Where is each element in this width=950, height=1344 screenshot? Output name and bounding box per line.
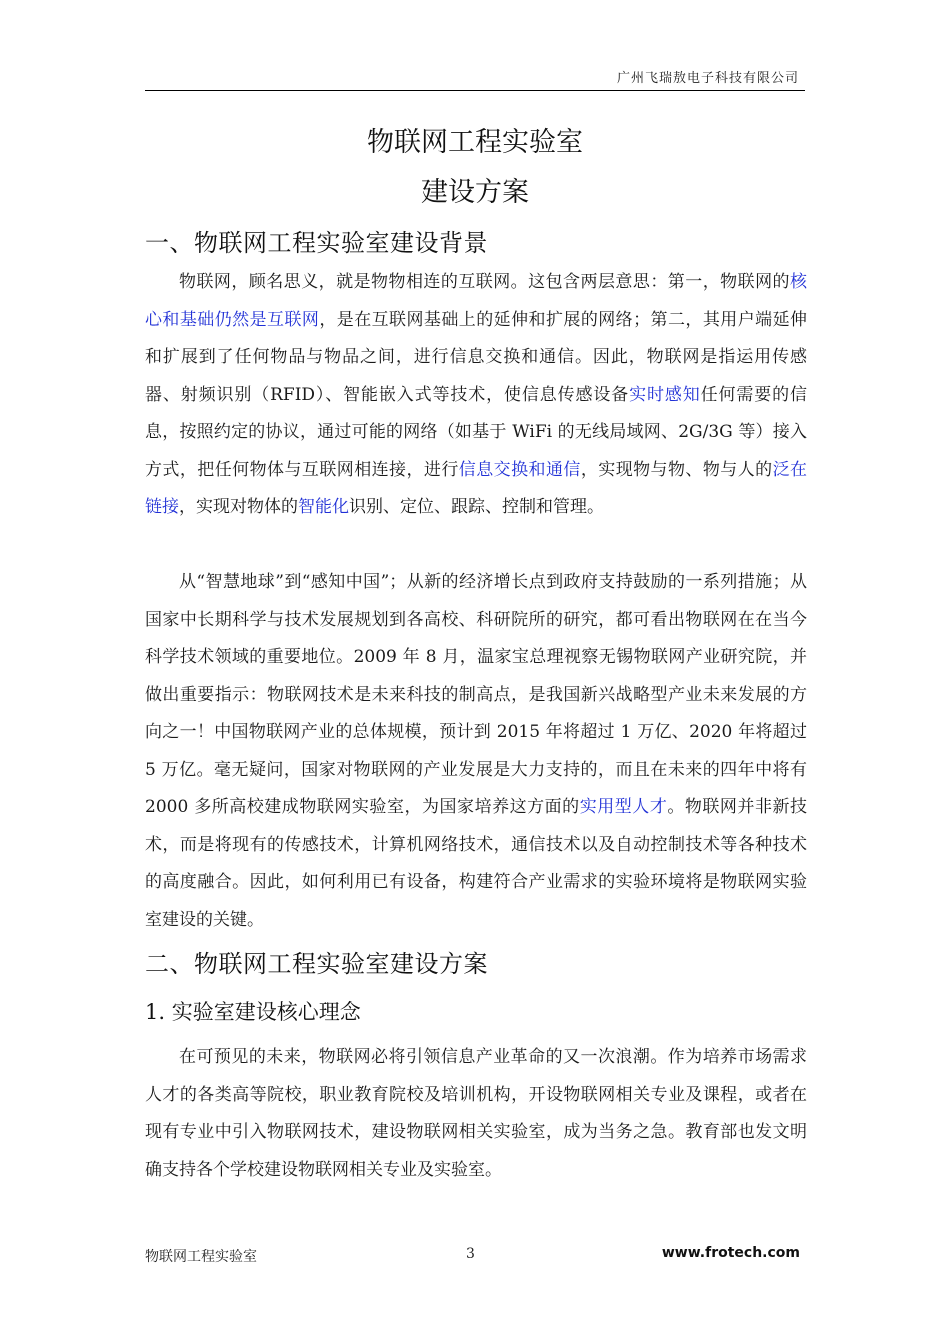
- section-1-paragraph-1: [145, 264, 807, 527]
- hyperlink-info-exchange[interactable]: 信息交换和通信: [458, 459, 581, 480]
- para-text: ，实现对物体的: [179, 497, 298, 517]
- para-text: 从“智慧地球”到“感知中国”；从新的经济增长点到政府支持鼓励的一系列措施；从国家中长期科学与技术发展规划到各高校、科研院所的研究，都可看出物联网在在当今科学技术领域的重要地位。2009 年 8 月，温家宝总理视察无锡物联网产业研究院，并做出重要指示：物联网技术是未来科技的制高点，是我国新兴战略型产业未来发展的方向之一！中国物联网产业的总体规模，预计到 2015 年将超过 1 万亿、2020 年将超过 5 万亿。毫无疑问，国家对物联网的产业发展是大力支持的，而且在未来的四年中将有 2000 多所高校建成物联网实验室，为国家培养这方面的: [145, 572, 807, 817]
- footer-website: www.frotech.com: [661, 1245, 800, 1261]
- para-text: 任何需要的信息，按照约定的协议，通过可能的网络（如基于 WiFi 的无线局域网、2G/3G 等）接入方式，把任何物体与互联网相连接，进行: [145, 384, 808, 480]
- hyperlink-ubiquitous-link[interactable]: 泛在链接: [145, 459, 808, 517]
- hyperlink-practical-talent[interactable]: 实用型人才: [579, 797, 668, 817]
- hyperlink-realtime-sensing[interactable]: 实时感知: [629, 384, 701, 405]
- para-text: ，是在互联网基础上的延伸和扩展的网络；第二，其用户端延伸和扩展到了任何物品与物品之间，进行信息交换和通信。因此，物联网是指运用传感器、射频识别（RFID）、智能嵌入式等技术，使信息传感设备: [145, 309, 808, 405]
- hyperlink-intelligent[interactable]: 智能化: [298, 497, 349, 517]
- hyperlink-core-foundation[interactable]: 核心和基础仍然是互联网: [145, 272, 807, 330]
- footer-document-name: 物联网工程实验室: [145, 1249, 257, 1265]
- subsection-1-paragraph: 在可预见的未来，物联网必将引领信息产业革命的又一次浪潮。作为培养市场需求人才的各类高等院校，职业教育院校及培训机构，开设物联网相关专业及课程，或者在现有专业中引入物联网技术，建设物联网相关实验室，成为当务之急。教育部也发文明确支持各个学校建设物联网相关专业及实验室。: [145, 1047, 807, 1180]
- section-1-heading: 一、物联网工程实验室建设背景: [145, 229, 488, 257]
- header-company-name: 广州飞瑞敖电子科技有限公司: [616, 71, 799, 86]
- subsection-1-heading: 1. 实验室建设核心理念: [145, 1000, 361, 1024]
- para-text: 识别、定位、跟踪、控制和管理。: [349, 497, 604, 517]
- footer-page-number: 3: [466, 1246, 475, 1262]
- para-text: 。物联网并非新技术，而是将现有的传感技术，计算机网络技术，通信技术以及自动控制技术等各种技术的高度融合。因此，如何利用已有设备，构建符合产业需求的实验环境将是物联网实验室建设的关键。: [145, 797, 808, 930]
- para-text: ，实现物与物、物与人的: [580, 459, 773, 480]
- para-text: 物联网，顾名思义，就是物物相连的互联网。这包含两层意思：第一，物联网的: [179, 272, 790, 292]
- page-header: [145, 64, 805, 91]
- section-1-paragraph-2: [145, 564, 807, 939]
- document-title: 物联网工程实验室: [367, 127, 583, 158]
- section-2-heading: 二、物联网工程实验室建设方案: [145, 950, 488, 978]
- document-subtitle: 建设方案: [421, 177, 529, 208]
